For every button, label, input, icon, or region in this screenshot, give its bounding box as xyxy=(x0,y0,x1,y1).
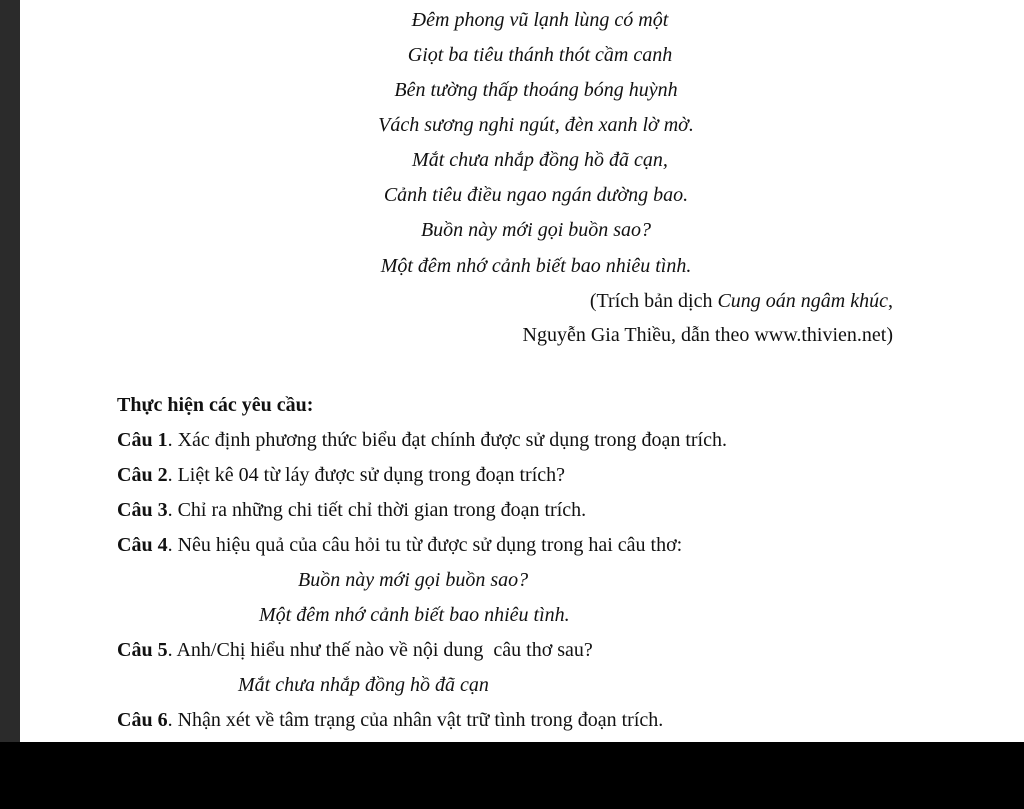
poem-line-5: Mắt chưa nhắp đồng hồ đã cạn, xyxy=(412,149,668,171)
question-4-label: Câu 4 xyxy=(117,534,168,556)
question-3-label: Câu 3 xyxy=(117,499,168,521)
left-frame-edge xyxy=(0,0,20,742)
question-4-quote-2: Một đêm nhớ cảnh biết bao nhiêu tình. xyxy=(259,604,570,626)
question-4-quote-1: Buồn này mới gọi buồn sao? xyxy=(298,569,529,591)
question-1 xyxy=(117,428,727,452)
question-2 xyxy=(117,463,565,487)
question-5-label: Câu 5 xyxy=(117,639,168,661)
question-4-text: . Nêu hiệu quả của câu hỏi tu từ được sử dụng trong hai câu thơ: xyxy=(167,534,683,556)
citation-work-title: Cung oán ngâm khúc xyxy=(717,290,888,312)
citation-line-1 xyxy=(590,289,893,313)
poem-line-3: Bên tường thấp thoáng bóng huỳnh xyxy=(394,79,678,101)
poem-line-4: Vách sương nghi ngút, đèn xanh lờ mờ. xyxy=(378,114,694,136)
document-page xyxy=(20,0,1024,742)
poem-line-7: Buồn này mới gọi buồn sao? xyxy=(420,219,652,241)
question-2-text: . Liệt kê 04 từ láy được sử dụng trong đoạn trích? xyxy=(167,464,566,486)
question-4 xyxy=(117,533,682,557)
question-2-label: Câu 2 xyxy=(117,464,168,486)
question-5-text: . Anh/Chị hiểu như thế nào về nội dung câu thơ sau? xyxy=(167,639,593,661)
tasks-heading: Thực hiện các yêu cầu: xyxy=(117,394,314,416)
question-6-label: Câu 6 xyxy=(117,709,168,731)
citation-suffix: , xyxy=(888,290,893,312)
question-5-quote: Mắt chưa nhắp đồng hồ đã cạn xyxy=(238,674,489,696)
question-6-text: . Nhận xét về tâm trạng của nhân vật trữ tình trong đoạn trích. xyxy=(167,709,664,731)
bottom-black-band xyxy=(0,742,1024,809)
poem-line-2: Giọt ba tiêu thánh thót cầm canh xyxy=(407,44,673,66)
question-5 xyxy=(117,638,593,662)
citation-prefix: (Trích bản dịch xyxy=(589,290,718,312)
citation-line-2: Nguyễn Gia Thiều, dẫn theo www.thivien.net) xyxy=(522,324,893,346)
question-1-label: Câu 1 xyxy=(117,429,168,451)
question-3-text: . Chỉ ra những chi tiết chỉ thời gian trong đoạn trích. xyxy=(167,499,587,521)
question-1-text: . Xác định phương thức biểu đạt chính được sử dụng trong đoạn trích. xyxy=(167,429,727,451)
question-6 xyxy=(117,708,663,732)
poem-line-8: Một đêm nhớ cảnh biết bao nhiêu tình. xyxy=(380,255,692,277)
poem-line-6: Cảnh tiêu điều ngao ngán dường bao. xyxy=(383,184,689,206)
poem-line-1: Đêm phong vũ lạnh lùng có một xyxy=(411,9,669,31)
question-3 xyxy=(117,498,586,522)
